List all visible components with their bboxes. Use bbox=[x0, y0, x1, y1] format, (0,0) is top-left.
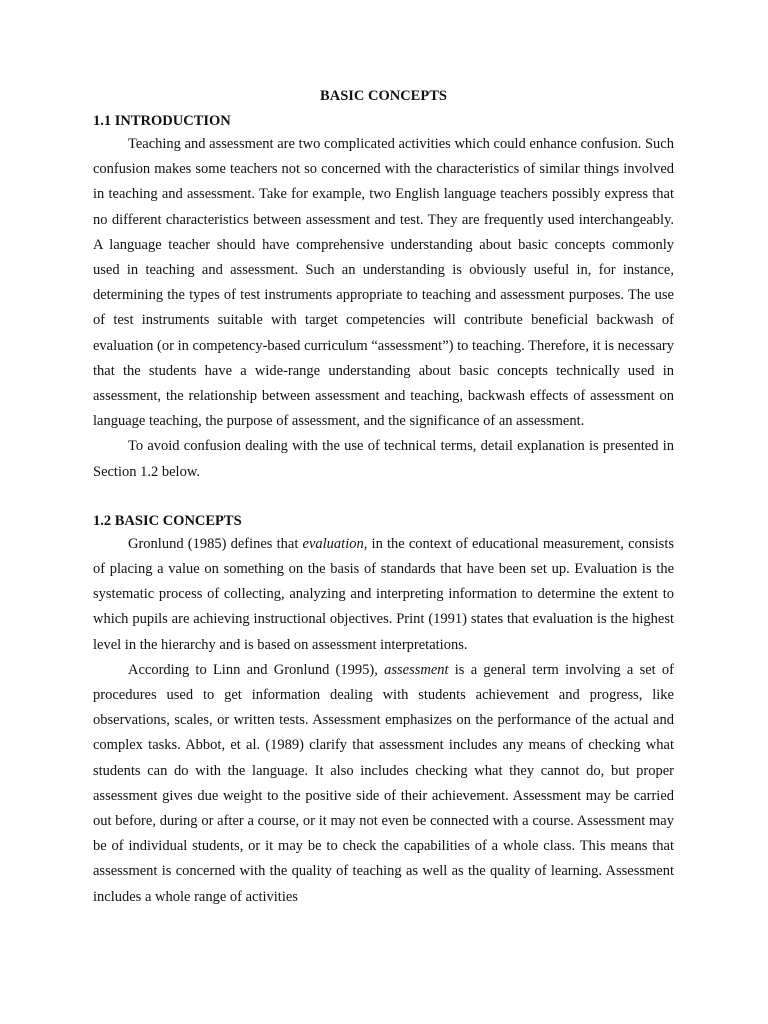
document-title: BASIC CONCEPTS bbox=[320, 88, 447, 104]
paragraph-text-before: Gronlund (1985) defines that bbox=[128, 535, 303, 552]
basic-concepts-paragraph-evaluation bbox=[93, 532, 674, 658]
section-heading-introduction: 1.1 INTRODUCTION bbox=[93, 113, 231, 129]
paragraph-text-before: According to Linn and Gronlund (1995), bbox=[128, 661, 385, 678]
introduction-paragraph-1: Teaching and assessment are two complicated activities which could enhance confusion. Such confusion makes some teachers not so concerned with the characteristics of similar things involved in teaching and assessment. Take for example, two English language teachers possibly express that no different characteristics between assessment and test. They are frequently used interchangeably. A language teacher should have comprehensive understanding about basic concepts commonly used in teaching and assessment. Such an understanding is obviously useful in, for instance, determining the types of test instruments appropriate to teaching and assessment purposes. The use of test instruments suitable with target competencies will contribute beneficial backwash of evaluation (or in competency-based curriculum “assessment”) to teaching. Therefore, it is necessary that the students have a wide-range understanding about basic concepts technically used in assessment, the relationship between assessment and teaching, backwash effects of assessment on language teaching, the purpose of assessment, and the significance of an assessment. bbox=[93, 136, 674, 430]
paragraph-text-after: is a general term involving a set of procedures used to get information dealing with students achievement and progress, like observations, scales, or written tests. Assessment emphasizes on the performance of the actual and complex tasks. Abbot, et al. (1989) clarify that assessment includes any means of checking what students can do with the language. It also includes checking what they cannot do, but proper assessment gives due weight to the positive side of their achievement. Assessment may be carried out before, during or after a course, or it may not even be connected with a course. Assessment may be of individual students, or it may be to check the capabilities of a whole class. This means that assessment is concerned with the quality of teaching as well as the quality of learning. Assessment includes a whole range of activities bbox=[93, 661, 674, 905]
emphasized-term-evaluation: evaluation bbox=[302, 535, 364, 552]
paragraph-text-after: , in the context of educational measurement, consists of placing a value on something on the basis of standards that have been set up. Evaluation is the systematic process of collecting, analyzing and interpreting information to determine the extent to which pupils are achieving instructional objectives. Print (1991) states that evaluation is the highest level in the hierarchy and is based on assessment interpretations. bbox=[93, 535, 674, 653]
document-page bbox=[93, 86, 674, 910]
section-heading-basic-concepts: 1.2 BASIC CONCEPTS bbox=[93, 512, 242, 529]
basic-concepts-paragraph-assessment bbox=[93, 658, 674, 910]
emphasized-term-assessment: assessment bbox=[384, 661, 449, 678]
introduction-paragraph-2: To avoid confusion dealing with the use of technical terms, detail explanation is presented in Section 1.2 below. bbox=[93, 438, 674, 480]
